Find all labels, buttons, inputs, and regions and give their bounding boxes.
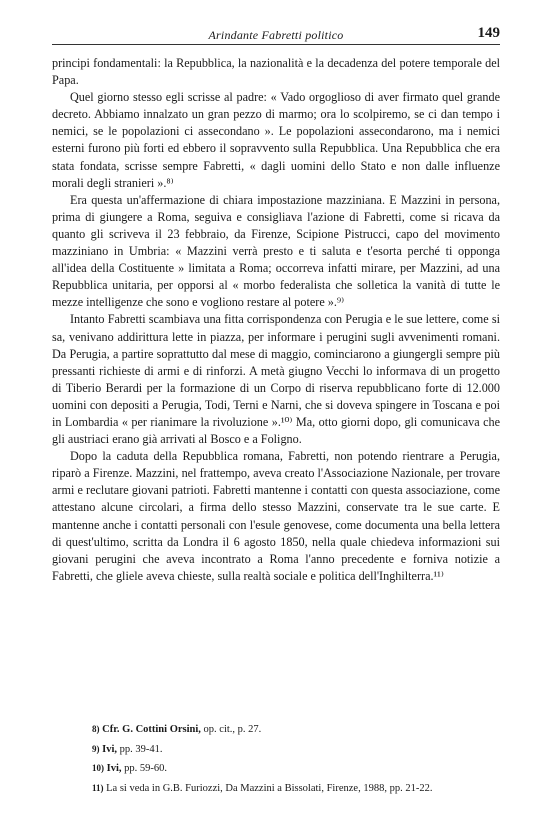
body-text <box>52 55 500 585</box>
footnotes <box>52 720 500 798</box>
footnote-author: Cfr. G. Cottini Orsini, <box>102 724 201 735</box>
footnote-number: 8) <box>92 724 100 734</box>
footnote-text: op. cit., p. 27. <box>200 724 262 735</box>
paragraph-2: Quel giorno stesso egli scrisse al padre: « Vado orgoglioso di aver firmato quel grande decreto. Abbiamo innalzato un gran pezzo di marmo; ora lo scolpiremo, se ci dan tempo i nemici, se le popolazioni ci assecondano ». Le popolazioni assecondarono, ma i nemici esterni furono più forti ed ebbero il sopravvento sulla Repubblica. Una Repubblica che era stata fondata, scrisse sempre Fabretti, « dagli uomini dello Stato e non dalle influenze morali degli stranieri ».⁸⁾ <box>52 90 500 190</box>
paragraph-1: principi fondamentali: la Repubblica, la nazionalità e la decadenza del potere temporale del Papa. <box>52 56 500 88</box>
paragraph-3: Era questa un'affermazione di chiara impostazione mazziniana. E Mazzini in persona, prima di giungere a Roma, seguiva e consigliava l'azione di Fabretti, come si ricava da quanto gli scriveva il 23 febbraio, da Firenze, Scipione Pistrucci, capo del movimento mazziniano in Umbria: « Mazzini verrà presto e ti saluta e t'esorta perché ti opponga all'idea della Costituente » limitata a Roma; occorreva infatti mirare, per Mazzini, ad una Repubblica unitaria, per opporsi al « morbo federalista che solletica la vanità di tutte le mezze intelligenze che sono e vogliono restare al potere ».⁹⁾ <box>52 192 500 310</box>
footnote-author: Ivi, <box>102 743 118 755</box>
footnote-10 <box>52 759 500 779</box>
footnote-text: La si veda in G.B. Furiozzi, Da Mazzini a Bissolati, Firenze, 1988, pp. 21-22. <box>106 782 433 794</box>
footnote-text: pp. 39-41. <box>117 743 163 755</box>
footnote-number: 10) <box>92 763 104 773</box>
paragraph-4: Intanto Fabretti scambiava una fitta corrispondenza con Perugia e le sue lettere, come si sa, venivano addirittura lette in piazza, per informare i perugini sugli avvenimenti romani. Da Perugia, a partire soprattutto dal mese di maggio, cominciarono a giungergli sempre più pressanti richieste di armi e di rinforzi. A metà giugno Vecchi lo informava di un progetto di Tiberio Berardi per la formazione di un Corpo di riserva repubblicano forte di 12.000 uomini con depositi a Perugia, Todi, Terni e Narni, che si doveva spingere in Toscana e poi in Lombardia « per rianimare la rivoluzione ».¹⁰⁾ Ma, otto giorni dopo, gli comunicava che gli austriaci erano già arrivati al Bosco e a Foligno. <box>52 312 500 447</box>
running-title: Arindante Fabretti politico <box>208 28 344 42</box>
footnote-number: 11) <box>92 782 104 793</box>
footnote-9 <box>52 740 500 760</box>
footnote-11 <box>52 779 500 799</box>
paragraph-5: Dopo la caduta della Repubblica romana, Fabretti, non potendo rientrare a Perugia, riparò a Firenze. Mazzini, nel frattempo, aveva creato l'Associazione Nazionale, per trovare armi e reclutare giovani patrioti. Fabretti mantenne i contatti con questa associazione, come attestano alcune circolari, a firma dello stesso Mazzini, conservate tra le sue carte. E mantenne anche i contatti personali con l'esule genovese, come documenta una bella lettera di quest'ultimo, scritta da Londra il 6 agosto 1850, nella quale chiedeva informazioni sui giovani perugini che aveva incontrato a Roma l'anno precedente e forniva notizie a Fabretti, che gliele aveva chieste, sulla realtà sociale e politica dell'Inghilterra.¹¹⁾ <box>52 449 500 583</box>
page-header <box>52 26 500 45</box>
footnote-text: pp. 59-60. <box>121 763 168 774</box>
footnote-8 <box>52 720 500 740</box>
footnote-author: Ivi, <box>106 763 122 774</box>
footnote-number: 9) <box>92 743 100 754</box>
page-number: 149 <box>477 25 500 41</box>
